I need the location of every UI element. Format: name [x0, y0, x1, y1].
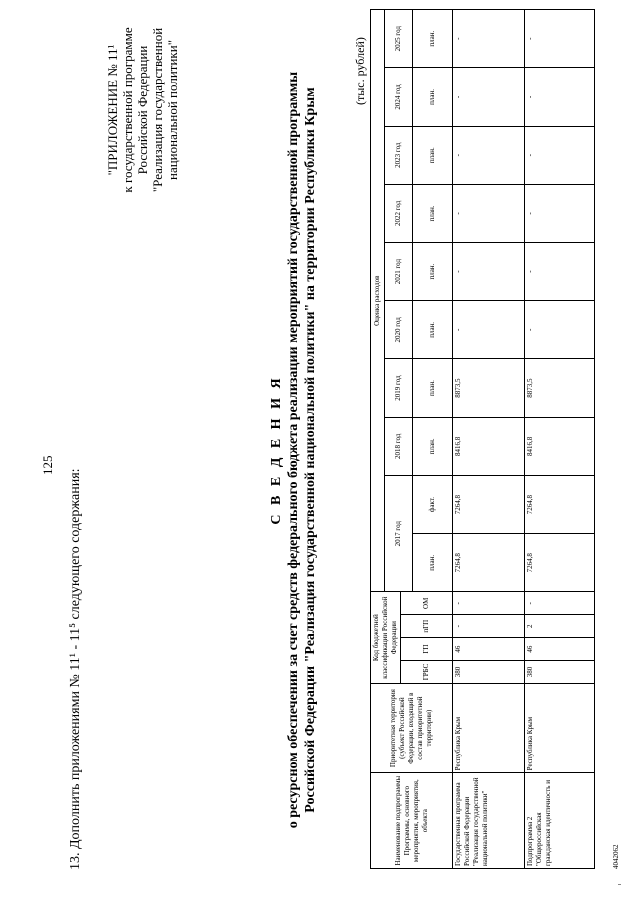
- row-territory: Республика Крым: [525, 683, 595, 772]
- row-value: 8416,8: [453, 417, 525, 475]
- scan-tick-mark: [618, 884, 621, 885]
- header-year: 2022 год: [385, 184, 413, 242]
- row-value: -: [453, 68, 525, 126]
- row-value: -: [525, 184, 595, 242]
- row-2017-plan: 7264,8: [525, 534, 595, 592]
- sub-plan: план.: [413, 243, 453, 301]
- row-territory: Республика Крым: [453, 683, 525, 772]
- row-value: -: [453, 243, 525, 301]
- row-pgp: -: [453, 615, 525, 638]
- sub-plan: план.: [413, 534, 453, 592]
- code-col-header: пГП: [401, 615, 453, 638]
- title-line-1: о ресурсном обеспечении за счет средств федерального бюджета реализации мероприятий государственной программы: [286, 71, 301, 829]
- title-heading: С В Е Д Е Н И Я: [269, 375, 284, 525]
- row-om: -: [525, 592, 595, 615]
- code-col-header: ГРБС: [401, 661, 453, 684]
- header-year: 2025 год: [385, 10, 413, 68]
- row-grbs: 380: [525, 661, 595, 684]
- header-year: 2023 год: [385, 126, 413, 184]
- row-value: -: [453, 184, 525, 242]
- page-number: 125: [40, 455, 55, 475]
- row-2017-fact: 7264,8: [525, 475, 595, 533]
- row-value: -: [525, 243, 595, 301]
- row-value: -: [453, 126, 525, 184]
- code-col-header: ОМ: [401, 592, 453, 615]
- row-value: 8873,5: [525, 359, 595, 417]
- row-2017-plan: 7264,8: [453, 534, 525, 592]
- units-label: (тыс. рублей): [353, 37, 367, 105]
- document-id: 4042062: [612, 844, 620, 869]
- appendix-block: [105, 0, 180, 225]
- header-code: Код бюджетной классификации Российской Федерации: [371, 592, 401, 684]
- header-year: 2024 год: [385, 68, 413, 126]
- row-name: Подпрограмма 2 "Общероссийская гражданская идентичность и: [525, 773, 595, 869]
- row-name: Государственная программа Российской Федерации "Реализация государственной национальной политики": [453, 773, 525, 869]
- appendix-line: Российской Федерации: [135, 45, 150, 175]
- intro-line: 13. Дополнить приложениями № 11¹ - 11⁵ следующего содержания:: [68, 468, 83, 870]
- sub-fact: факт.: [413, 475, 453, 533]
- row-om: -: [453, 592, 525, 615]
- appendix-line: к государственной программе: [120, 27, 135, 193]
- row-grbs: 380: [453, 661, 525, 684]
- row-gp: 46: [453, 638, 525, 661]
- sub-plan: план.: [413, 68, 453, 126]
- header-year: 2019 год: [385, 359, 413, 417]
- row-value: -: [525, 68, 595, 126]
- row-value: 8873,5: [453, 359, 525, 417]
- sub-plan: план.: [413, 126, 453, 184]
- row-gp: 46: [525, 638, 595, 661]
- sub-plan: план.: [413, 301, 453, 359]
- header-estimate: Оценка расходов: [371, 10, 385, 592]
- header-year: 2018 год: [385, 417, 413, 475]
- sub-plan: план.: [413, 10, 453, 68]
- header-year: 2021 год: [385, 243, 413, 301]
- sub-plan: план.: [413, 417, 453, 475]
- header-year: 2020 год: [385, 301, 413, 359]
- appendix-line: национальной политики": [165, 40, 180, 181]
- row-value: -: [453, 301, 525, 359]
- table-row: [453, 10, 525, 869]
- row-pgp: 2: [525, 615, 595, 638]
- appendix-line: "ПРИЛОЖЕНИЕ № 11¹: [105, 44, 120, 176]
- title-line-2: Российской Федерации "Реализация государственной национальной политики" на территории Республики Крым: [303, 87, 318, 813]
- document-title: [268, 15, 319, 885]
- table-row: [525, 10, 595, 869]
- resource-table: [370, 9, 595, 869]
- row-value: 8416,8: [525, 417, 595, 475]
- appendix-line: "Реализация государственной: [150, 27, 165, 193]
- row-value: -: [525, 301, 595, 359]
- header-name: Наименование подпрограммы Программы, основного мероприятия, мероприятия, объекта: [371, 773, 453, 869]
- row-2017-fact: 7264,8: [453, 475, 525, 533]
- row-value: -: [453, 10, 525, 68]
- header-year-2017: 2017 год: [385, 475, 413, 591]
- row-value: -: [525, 126, 595, 184]
- row-value: -: [525, 10, 595, 68]
- header-territory: Приоритетная территория (субъект Российской Федерации, входящий в состав приоритетной территории): [371, 683, 453, 772]
- code-col-header: ГП: [401, 638, 453, 661]
- sub-plan: план.: [413, 359, 453, 417]
- sub-plan: план.: [413, 184, 453, 242]
